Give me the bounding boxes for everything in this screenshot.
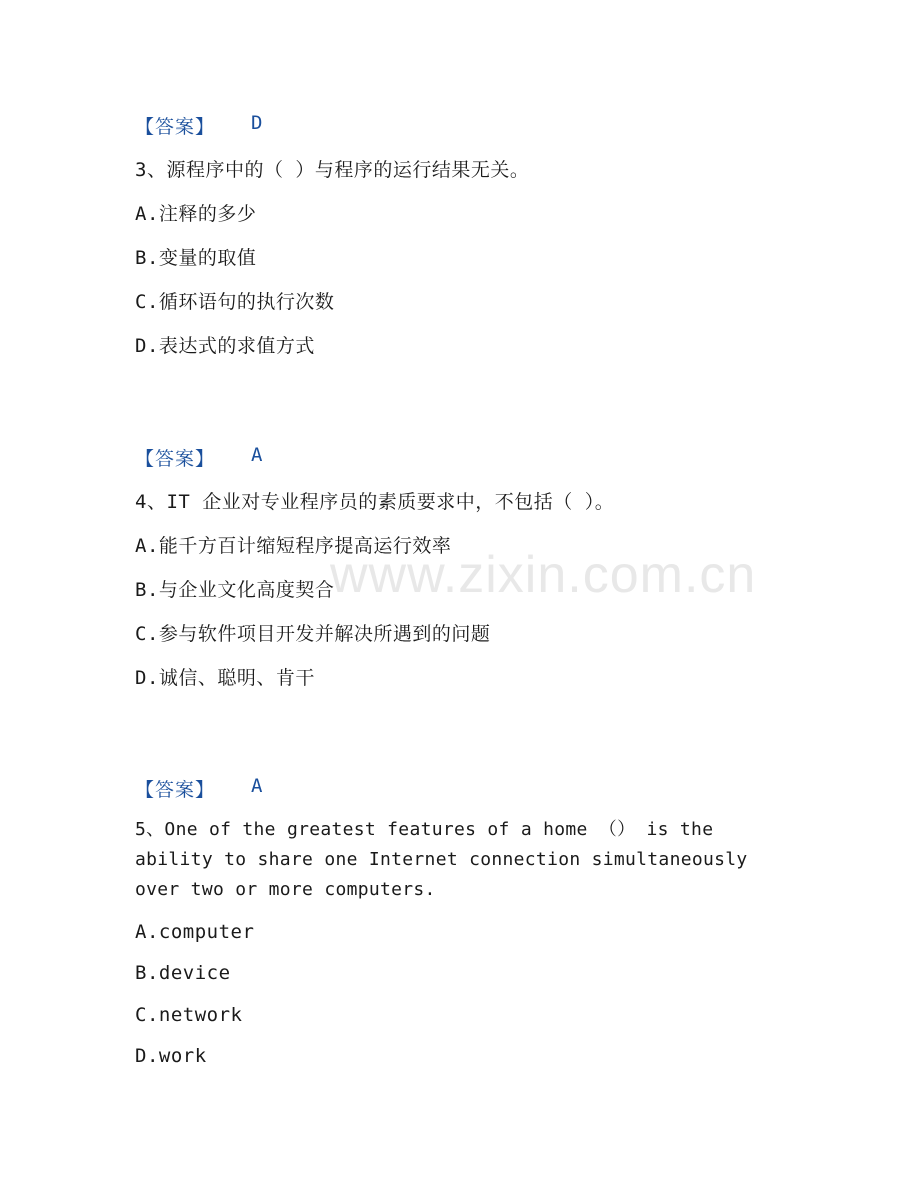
answer-value: A (251, 444, 264, 466)
answer-line (135, 112, 264, 139)
option-4b: B.与企业文化高度契合 (135, 579, 335, 601)
option-5b: B.device (135, 962, 231, 984)
answer-line (135, 444, 264, 471)
option-3b: B.变量的取值 (135, 247, 257, 269)
answer-line (135, 775, 264, 802)
question-4: 4、IT 企业对专业程序员的素质要求中，不包括（ ）。 (135, 491, 615, 513)
option-5a: A.computer (135, 921, 255, 943)
question-3: 3、源程序中的（ ）与程序的运行结果无关。 (135, 159, 530, 181)
option-3c: C.循环语句的执行次数 (135, 291, 335, 313)
option-5c: C.network (135, 1004, 243, 1026)
option-3a: A.注释的多少 (135, 203, 257, 225)
option-3d: D.表达式的求值方式 (135, 335, 315, 357)
option-4a: A.能千方百计缩短程序提高运行效率 (135, 535, 452, 557)
answer-label: 【答案】 (135, 779, 216, 801)
answer-value: A (251, 775, 264, 797)
watermark: www.zixin.com.cn (330, 546, 757, 604)
answer-value: D (251, 112, 264, 134)
answer-label: 【答案】 (135, 116, 216, 138)
option-5d: D.work (135, 1045, 207, 1067)
question-5: 5、One of the greatest features of a home （） is the ability to share one Internet connection simultaneously over two or more computers. (135, 819, 748, 900)
option-4c: C.参与软件项目开发并解决所遇到的问题 (135, 623, 491, 645)
option-4d: D.诚信、聪明、肯干 (135, 667, 315, 689)
answer-label: 【答案】 (135, 448, 216, 470)
